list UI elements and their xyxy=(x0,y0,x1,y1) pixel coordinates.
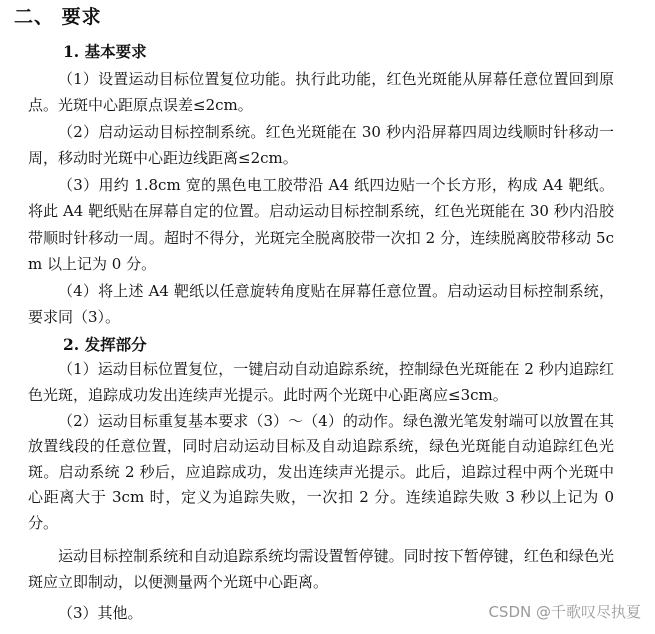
basic-item-2: （2）启动运动目标控制系统。红色光斑能在 30 秒内沿屏幕四周边线顺时针移动一周，移动时光斑中心距边线距离≤2cm。 xyxy=(28,123,614,168)
advanced-item-3: （3）其他。 xyxy=(58,604,143,622)
advanced-part-heading: 2. 发挥部分 xyxy=(63,335,147,354)
basic-item-3: （3）用约 1.8cm 宽的黑色电工胶带沿 A4 纸四边贴一个长方形，构成 A4 靶纸。将此 A4 靶纸贴在屏幕自定的位置。启动运动目标控制系统，红色光斑能在 30 秒内沿胶带顺时针移动一周。超时不得分，光斑完全脱离胶带一次扣 2 分，连续脱离胶带移动 5cm 以上记为 0 分。 xyxy=(28,176,614,274)
advanced-item-1: （1）运动目标位置复位，一键启动自动追踪系统，控制绿色光斑能在 2 秒内追踪红色光斑，追踪成功发出连续声光提示。此时两个光斑中心距离应≤3cm。 xyxy=(28,360,614,405)
basic-requirements-heading: 1. 基本要求 xyxy=(63,42,147,61)
advanced-item-2: （2）运动目标重复基本要求（3）～（4）的动作。绿色激光笔发射端可以放置在其放置线段的任意位置，同时启动运动目标及自动追踪系统，绿色光斑能自动追踪红色光斑。启动系统 2 秒后，应追踪成功，发出连续声光提示。此后，追踪过程中两个光斑中心距离大于 3cm 时，定义为追踪失败，一次扣 2 分。连续追踪失败 3 秒以上记为 0 分。 xyxy=(28,412,614,532)
basic-item-1: （1）设置运动目标位置复位功能。执行此功能，红色光斑能从屏幕任意位置回到原点。光斑中心距原点误差≤2cm。 xyxy=(28,70,614,115)
section-title: 二、 要求 xyxy=(14,6,102,28)
csdn-watermark: CSDN @千歌叹尽执夏 xyxy=(488,603,641,621)
basic-item-4: （4）将上述 A4 靶纸以任意旋转角度贴在屏幕任意位置。启动运动目标控制系统，要求同（3）。 xyxy=(28,282,614,327)
pause-key-paragraph: 运动目标控制系统和自动追踪系统均需设置暂停键。同时按下暂停键，红色和绿色光斑应立即制动，以便测量两个光斑中心距离。 xyxy=(28,547,614,592)
